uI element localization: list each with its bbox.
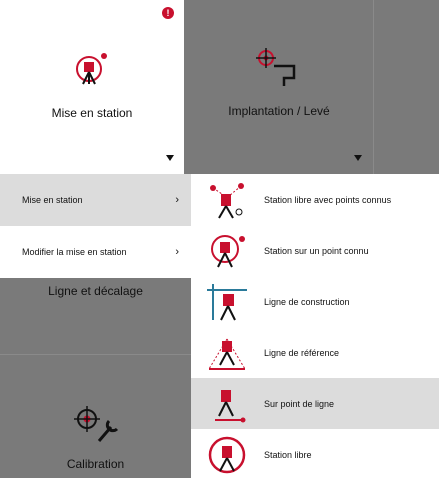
method-item-label: Ligne de construction — [264, 296, 350, 307]
method-item-construction-line[interactable] — [191, 276, 439, 327]
submenu-item-label: Modifier la mise en station — [22, 247, 127, 257]
point-on-line-icon — [191, 378, 263, 429]
method-item-label: Station libre — [264, 449, 312, 460]
tile-divider — [373, 0, 374, 174]
method-item-known-point[interactable] — [191, 225, 439, 276]
method-item-label: Station libre avec points connus — [264, 194, 392, 205]
resection-known-points-icon — [191, 174, 263, 225]
tile-line-offset-label: Ligne et décalage — [48, 284, 143, 298]
method-item-free-station[interactable] — [191, 429, 439, 478]
free-station-icon — [191, 429, 263, 478]
setup-method-list — [191, 174, 439, 478]
tile-line-offset[interactable] — [0, 278, 191, 354]
setup-station-icon — [72, 50, 112, 90]
tile-calibration-label: Calibration — [66, 457, 125, 471]
tile-calibration[interactable] — [0, 355, 191, 478]
tile-setup-label: Mise en station — [51, 106, 133, 120]
chevron-down-icon[interactable] — [166, 155, 174, 161]
reference-line-icon — [191, 327, 263, 378]
submenu-item-setup[interactable] — [0, 174, 191, 226]
chevron-right-icon: › — [175, 194, 179, 206]
method-item-resection[interactable] — [191, 174, 439, 225]
tile-setup[interactable] — [0, 0, 184, 174]
method-item-label: Ligne de référence — [264, 347, 340, 358]
stakeout-icon — [254, 48, 304, 88]
tile-stakeout[interactable] — [184, 0, 374, 174]
tile-extra[interactable] — [374, 0, 439, 174]
chevron-down-icon[interactable] — [354, 155, 362, 161]
alert-badge: ! — [162, 7, 174, 19]
method-item-point-on-line[interactable] — [191, 378, 439, 429]
submenu-item-label: Mise en station — [22, 195, 83, 205]
construction-line-icon — [191, 276, 263, 327]
method-item-label: Sur point de ligne — [264, 398, 335, 409]
method-item-reference-line[interactable] — [191, 327, 439, 378]
setup-submenu — [0, 174, 191, 278]
submenu-item-modify-setup[interactable] — [0, 226, 191, 278]
method-item-label: Station sur un point connu — [264, 245, 369, 256]
chevron-right-icon: › — [175, 246, 179, 258]
known-point-station-icon — [191, 225, 263, 276]
calibration-icon — [71, 405, 121, 445]
tile-stakeout-label: Implantation / Levé — [228, 104, 330, 118]
